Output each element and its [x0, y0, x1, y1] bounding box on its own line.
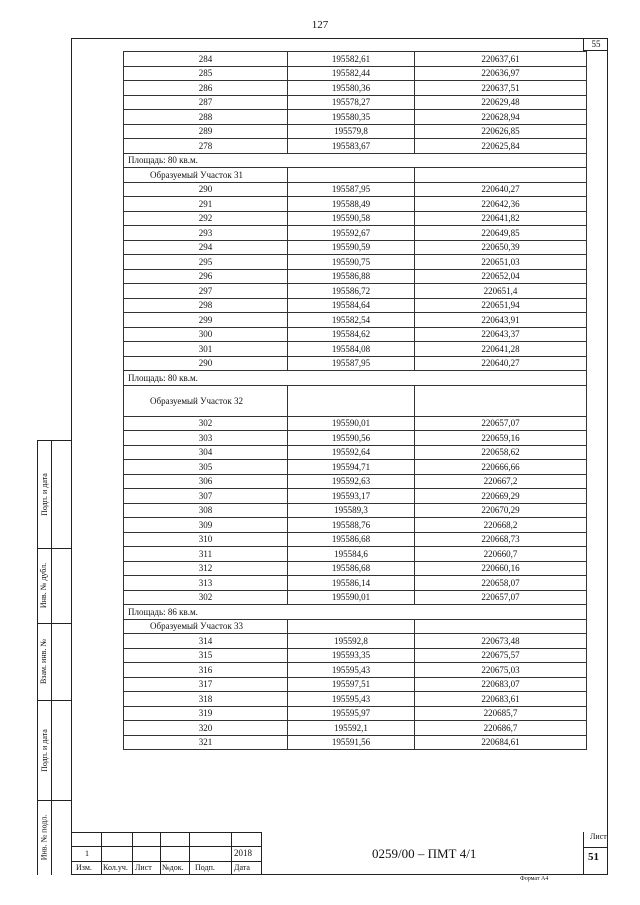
table-row: [124, 327, 587, 342]
point-number: 302: [124, 416, 288, 431]
table-row: [124, 677, 587, 692]
table-row: [124, 52, 587, 67]
coord-x: 195582,61: [288, 52, 415, 67]
table-row: [124, 489, 587, 504]
point-number: 291: [124, 197, 288, 212]
coord-y: 220643,37: [415, 327, 587, 342]
table-row: [124, 298, 587, 313]
table-row: [124, 518, 587, 533]
coord-x: 195595,43: [288, 692, 415, 707]
coord-y: 220666,66: [415, 460, 587, 475]
coord-y: 220670,29: [415, 503, 587, 518]
coord-y: 220683,61: [415, 692, 587, 707]
table-row: [124, 240, 587, 255]
side-label-vzam-inv: Взам. инв. №: [39, 638, 49, 685]
coord-x: 195590,01: [288, 416, 415, 431]
coord-y: 220628,94: [415, 110, 587, 125]
coord-y: 220651,94: [415, 298, 587, 313]
coord-y: 220685,7: [415, 706, 587, 721]
coord-x: 195595,97: [288, 706, 415, 721]
coord-y: 220657,07: [415, 590, 587, 605]
point-number: 299: [124, 313, 288, 328]
table-row: [124, 503, 587, 518]
coord-y: 220668,2: [415, 518, 587, 533]
table-row: [124, 663, 587, 678]
coord-y: 220650,39: [415, 240, 587, 255]
coord-x: 195589,3: [288, 503, 415, 518]
table-row: [124, 706, 587, 721]
point-number: 296: [124, 269, 288, 284]
side-stamp: [37, 440, 71, 875]
coord-x: 195586,72: [288, 284, 415, 299]
coord-x: 195584,64: [288, 298, 415, 313]
coord-x: 195587,95: [288, 356, 415, 371]
point-number: 286: [124, 81, 288, 96]
side-label-podp-data-2: Подп. и дата: [39, 728, 49, 772]
coord-y: 220686,7: [415, 721, 587, 736]
point-number: 310: [124, 532, 288, 547]
table-row: [124, 81, 587, 96]
point-number: 318: [124, 692, 288, 707]
coord-x: 195591,56: [288, 735, 415, 750]
table-row: [124, 532, 587, 547]
parcel-header-row: [124, 385, 587, 416]
coord-x: 195597,51: [288, 677, 415, 692]
table-row: [124, 211, 587, 226]
table-row: [124, 255, 587, 270]
sheet-label: Лист: [590, 832, 607, 841]
table-row: [124, 590, 587, 605]
point-number: 285: [124, 66, 288, 81]
table-row: [124, 431, 587, 446]
point-number: 290: [124, 182, 288, 197]
coord-x: 195584,08: [288, 342, 415, 357]
table-row: [124, 182, 587, 197]
point-number: 294: [124, 240, 288, 255]
col-list: Лист: [135, 863, 152, 872]
coord-x: 195578,27: [288, 95, 415, 110]
table-row: [124, 313, 587, 328]
coord-x: 195590,75: [288, 255, 415, 270]
point-number: 301: [124, 342, 288, 357]
coord-x: 195583,67: [288, 139, 415, 154]
coord-y: 220640,27: [415, 182, 587, 197]
coord-x: 195582,44: [288, 66, 415, 81]
coord-x: 195586,68: [288, 532, 415, 547]
area-text: Площадь: 80 кв.м.: [124, 153, 587, 168]
col-ndok: №док.: [162, 863, 184, 872]
coord-x: 195588,76: [288, 518, 415, 533]
table-row: [124, 460, 587, 475]
coord-x: 195593,35: [288, 648, 415, 663]
coord-x: 195594,71: [288, 460, 415, 475]
coord-y: 220641,28: [415, 342, 587, 357]
coord-x: 195580,36: [288, 81, 415, 96]
coord-y: 220657,07: [415, 416, 587, 431]
coord-y: 220659,16: [415, 431, 587, 446]
point-number: 302: [124, 590, 288, 605]
point-number: 305: [124, 460, 288, 475]
point-number: 290: [124, 356, 288, 371]
coord-x: 195586,14: [288, 576, 415, 591]
coord-y: 220649,85: [415, 226, 587, 241]
area-text: Площадь: 80 кв.м.: [124, 371, 587, 386]
table-row: [124, 124, 587, 139]
coordinates-table: [123, 51, 587, 750]
point-number: 292: [124, 211, 288, 226]
area-row: [124, 153, 587, 168]
table-row: [124, 692, 587, 707]
coord-y: 220651,4: [415, 284, 587, 299]
format-label: Формат А4: [520, 876, 549, 882]
table-row: [124, 634, 587, 649]
coord-x: 195590,59: [288, 240, 415, 255]
title-block: [71, 832, 608, 875]
coord-y: 220652,04: [415, 269, 587, 284]
coord-y: 220668,73: [415, 532, 587, 547]
coord-x: 195580,35: [288, 110, 415, 125]
table-row: [124, 721, 587, 736]
coord-y: 220651,03: [415, 255, 587, 270]
point-number: 287: [124, 95, 288, 110]
coord-y: 220658,62: [415, 445, 587, 460]
table-row: [124, 547, 587, 562]
coord-y: 220667,2: [415, 474, 587, 489]
coord-x: 195595,43: [288, 663, 415, 678]
table-row: [124, 197, 587, 212]
coord-y: 220675,57: [415, 648, 587, 663]
table-row: [124, 445, 587, 460]
table-row: [124, 576, 587, 591]
point-number: 321: [124, 735, 288, 750]
parcel-title: Образуемый Участок 32: [124, 385, 288, 416]
point-number: 315: [124, 648, 288, 663]
empty-cell: [415, 385, 587, 416]
table-row: [124, 66, 587, 81]
coord-x: 195584,6: [288, 547, 415, 562]
table-row: [124, 561, 587, 576]
empty-cell: [288, 619, 415, 634]
table-row: [124, 648, 587, 663]
coord-x: 195592,64: [288, 445, 415, 460]
empty-cell: [288, 168, 415, 183]
coord-x: 195592,63: [288, 474, 415, 489]
side-label-podp-data-1: Подп. и дата: [39, 472, 49, 516]
point-number: 295: [124, 255, 288, 270]
point-number: 307: [124, 489, 288, 504]
coord-x: 195582,54: [288, 313, 415, 328]
parcel-title: Образуемый Участок 31: [124, 168, 288, 183]
area-text: Площадь: 86 кв.м.: [124, 605, 587, 620]
parcel-header-row: [124, 619, 587, 634]
document-id: 0259/00 – ПМТ 4/1: [372, 846, 477, 861]
coord-y: 220684,61: [415, 735, 587, 750]
empty-cell: [415, 619, 587, 634]
table-row: [124, 416, 587, 431]
table-row: [124, 474, 587, 489]
empty-cell: [288, 385, 415, 416]
coord-x: 195592,67: [288, 226, 415, 241]
point-number: 314: [124, 634, 288, 649]
coord-x: 195590,56: [288, 431, 415, 446]
point-number: 300: [124, 327, 288, 342]
point-number: 311: [124, 547, 288, 562]
stamp-year: 2018: [234, 848, 252, 858]
coord-x: 195584,62: [288, 327, 415, 342]
coord-x: 195586,68: [288, 561, 415, 576]
table-row: [124, 95, 587, 110]
coord-y: 220625,84: [415, 139, 587, 154]
page-number: 127: [311, 19, 329, 31]
point-number: 306: [124, 474, 288, 489]
coord-y: 220641,82: [415, 211, 587, 226]
coord-y: 220658,07: [415, 576, 587, 591]
point-number: 303: [124, 431, 288, 446]
point-number: 309: [124, 518, 288, 533]
coord-x: 195587,95: [288, 182, 415, 197]
coord-x: 195592,1: [288, 721, 415, 736]
coord-y: 220626,85: [415, 124, 587, 139]
table-row: [124, 284, 587, 299]
point-number: 312: [124, 561, 288, 576]
point-number: 298: [124, 298, 288, 313]
coord-x: 195586,88: [288, 269, 415, 284]
point-number: 288: [124, 110, 288, 125]
point-number: 297: [124, 284, 288, 299]
point-number: 308: [124, 503, 288, 518]
top-sheet-number: 55: [583, 38, 608, 51]
coord-y: 220637,61: [415, 52, 587, 67]
table-row: [124, 226, 587, 241]
parcel-header-row: [124, 168, 587, 183]
coord-y: 220637,51: [415, 81, 587, 96]
change-number: 1: [85, 849, 89, 858]
col-izm: Изм.: [76, 863, 92, 872]
coord-y: 220642,36: [415, 197, 587, 212]
sheet-number: 51: [588, 851, 599, 863]
point-number: 320: [124, 721, 288, 736]
coord-x: 195579,8: [288, 124, 415, 139]
col-koluch: Кол.уч.: [103, 863, 128, 872]
table-row: [124, 735, 587, 750]
point-number: 319: [124, 706, 288, 721]
point-number: 313: [124, 576, 288, 591]
table-row: [124, 110, 587, 125]
table-row: [124, 139, 587, 154]
point-number: 293: [124, 226, 288, 241]
coord-y: 220629,48: [415, 95, 587, 110]
point-number: 304: [124, 445, 288, 460]
coord-x: 195590,01: [288, 590, 415, 605]
area-row: [124, 371, 587, 386]
point-number: 284: [124, 52, 288, 67]
point-number: 289: [124, 124, 288, 139]
side-label-inv-podl: Инв. № подл.: [39, 814, 49, 861]
table-row: [124, 356, 587, 371]
coord-x: 195592,8: [288, 634, 415, 649]
point-number: 316: [124, 663, 288, 678]
empty-cell: [415, 168, 587, 183]
table-row: [124, 269, 587, 284]
coord-y: 220669,29: [415, 489, 587, 504]
col-data: Дата: [234, 863, 250, 872]
point-number: 278: [124, 139, 288, 154]
coord-y: 220660,7: [415, 547, 587, 562]
coord-y: 220660,16: [415, 561, 587, 576]
coord-x: 195588,49: [288, 197, 415, 212]
coord-y: 220643,91: [415, 313, 587, 328]
coord-y: 220640,27: [415, 356, 587, 371]
coord-x: 195593,17: [288, 489, 415, 504]
point-number: 317: [124, 677, 288, 692]
table-row: [124, 342, 587, 357]
coord-x: 195590,58: [288, 211, 415, 226]
coord-y: 220636,97: [415, 66, 587, 81]
coord-y: 220673,48: [415, 634, 587, 649]
side-label-inv-dubl: Инв. № дубл.: [39, 562, 49, 609]
area-row: [124, 605, 587, 620]
coord-y: 220675,03: [415, 663, 587, 678]
parcel-title: Образуемый Участок 33: [124, 619, 288, 634]
col-podp: Подп.: [195, 863, 215, 872]
coord-y: 220683,07: [415, 677, 587, 692]
